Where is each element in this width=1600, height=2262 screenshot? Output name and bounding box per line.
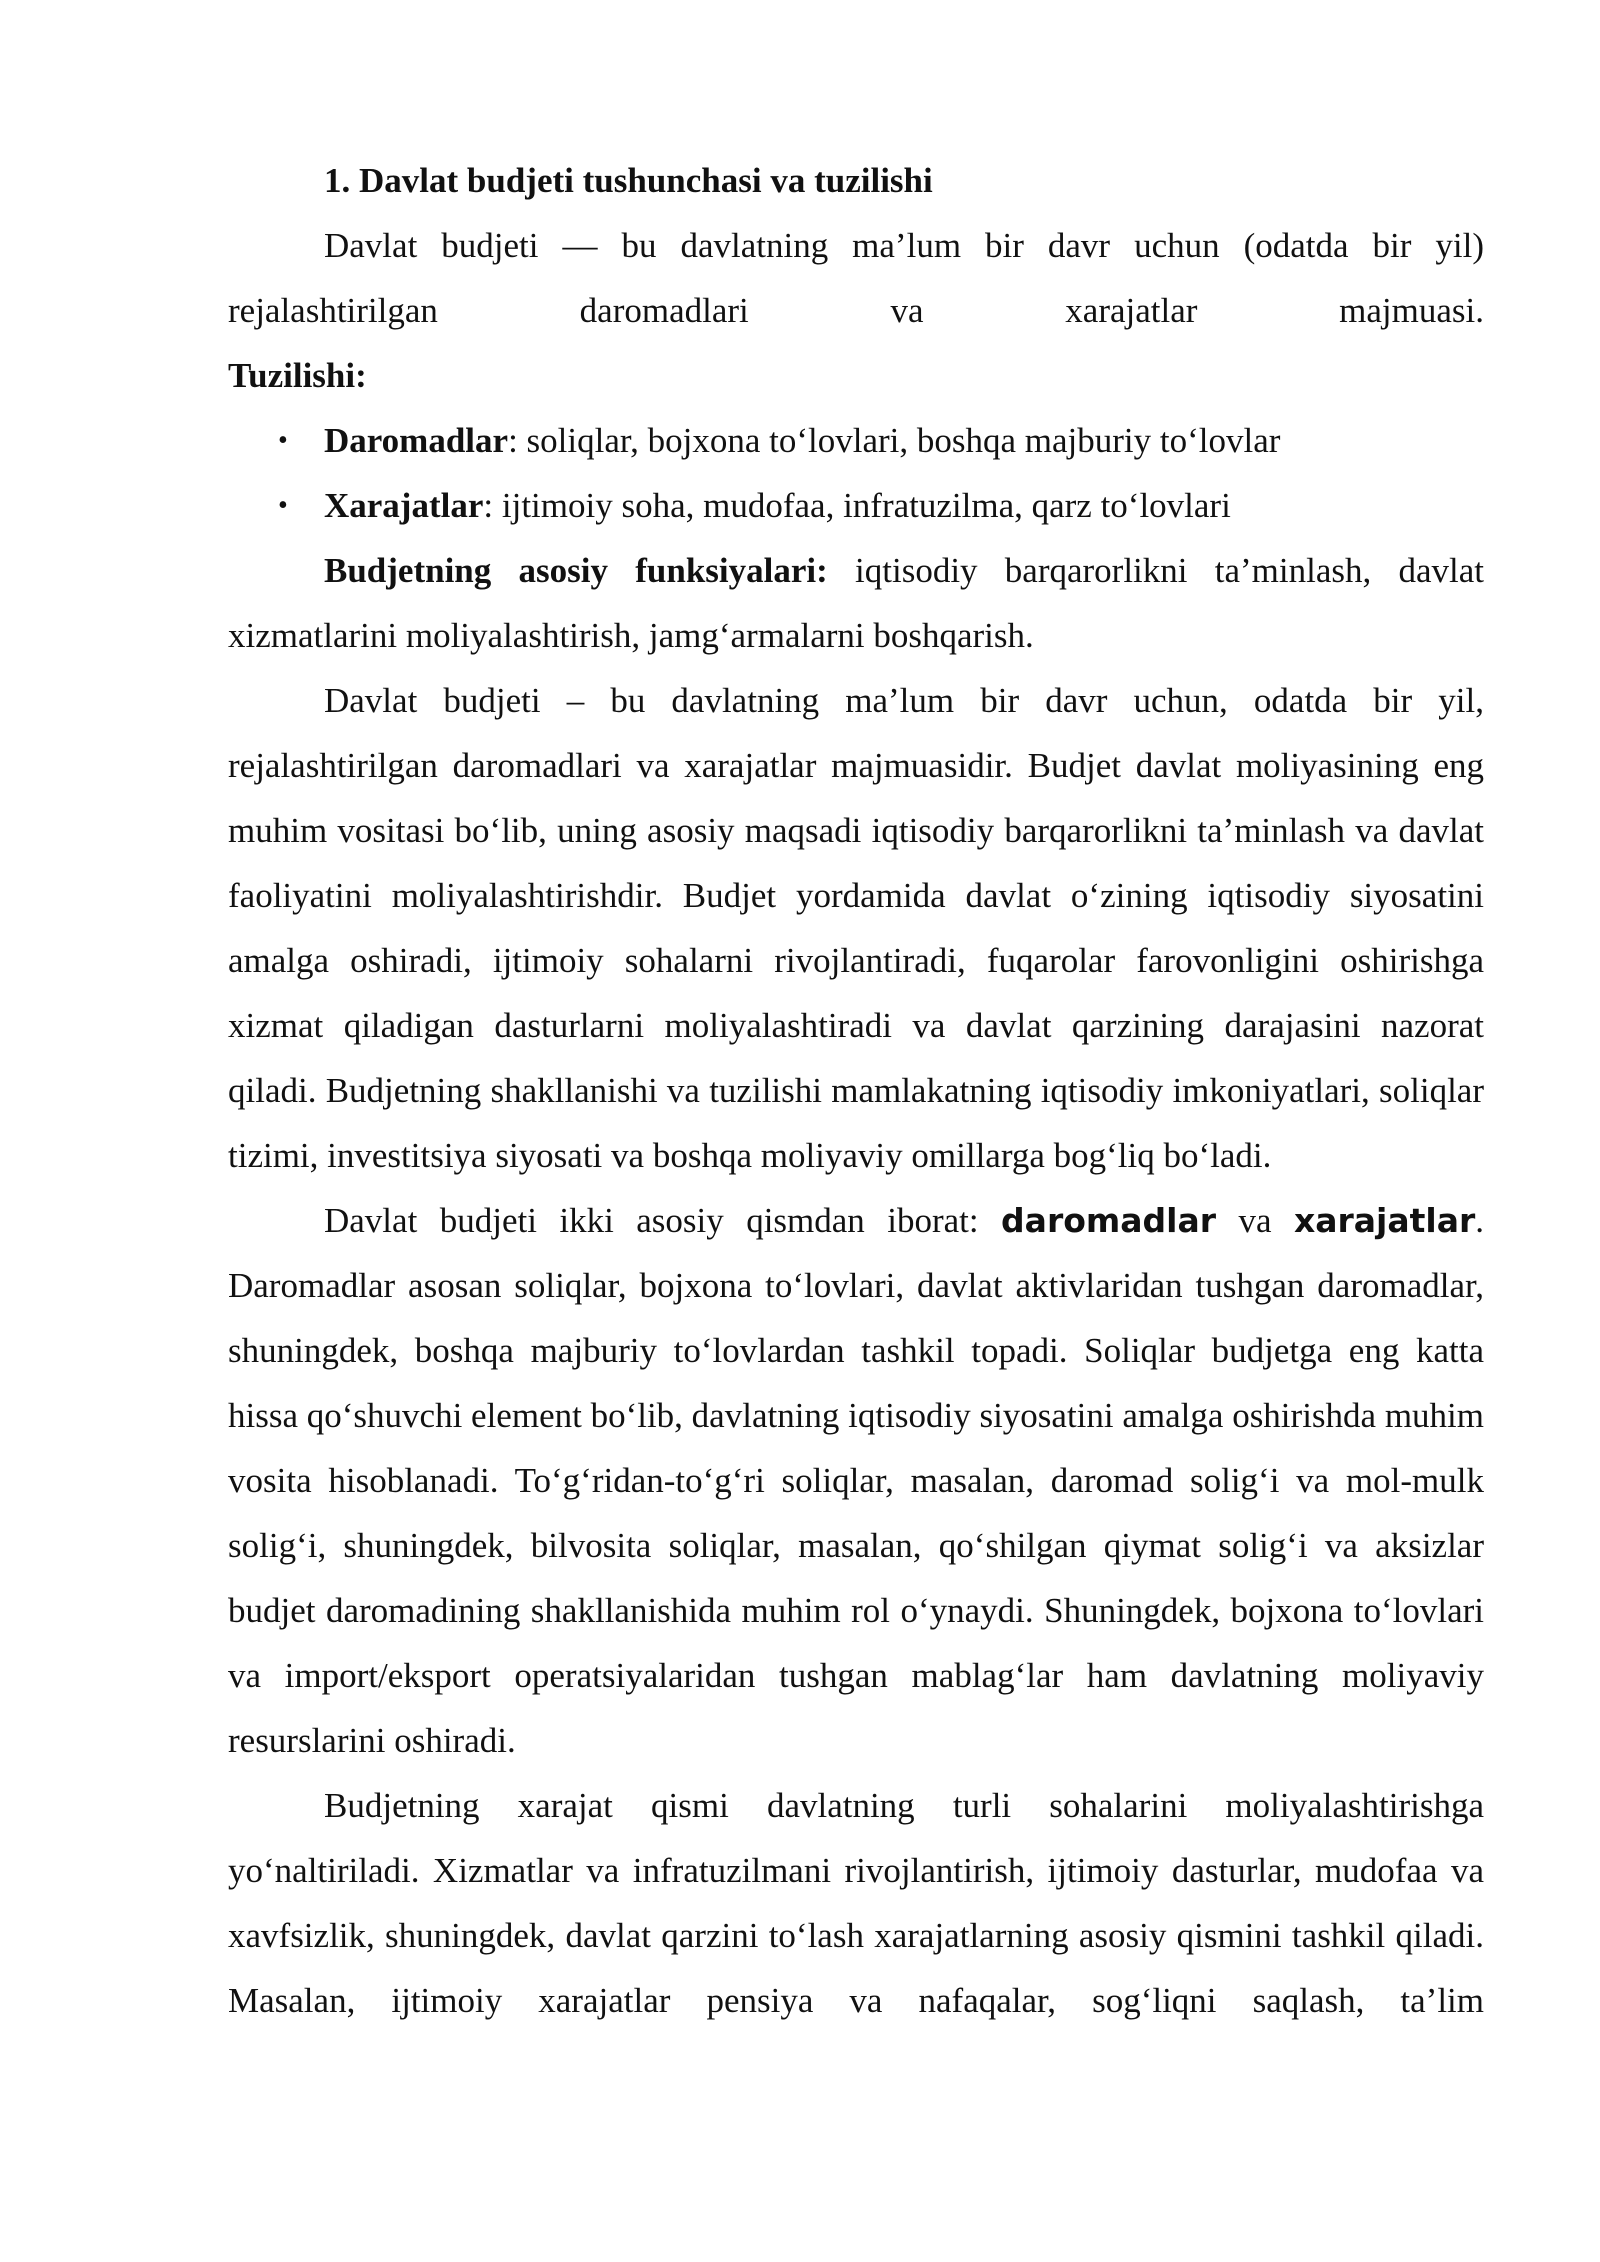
- functions-text: iqtisodiy barqarorlikni ta’minlash, davlat xizmatlarini moliyalashtirish, jamg‘armalarni boshqarish.: [228, 551, 1485, 655]
- functions-label: Budjetning asosiy funksiyalari:: [324, 551, 828, 590]
- bullet-icon: •: [278, 490, 288, 521]
- section-heading: 1. Davlat budjeti tushunchasi va tuzilishi: [324, 161, 933, 200]
- list-item-term: Xarajatlar: [324, 486, 484, 525]
- list-item: [228, 473, 1484, 538]
- bullet-icon: •: [278, 425, 288, 456]
- structure-label: Tuzilishi:: [228, 356, 367, 395]
- document-page: [228, 148, 1484, 2033]
- list-item-term: Daromadlar: [324, 421, 509, 460]
- functions-paragraph: [228, 538, 1484, 668]
- paragraph-2-lead: Davlat budjeti ikki asosiy qismdan iborat:: [324, 1201, 1002, 1240]
- paragraph-2-term-income: daromadlar: [1001, 1201, 1217, 1240]
- list-item-text: : soliqlar, bojxona to‘lovlari, boshqa majburiy to‘lovlar: [508, 421, 1281, 460]
- definition-paragraph: [228, 213, 1484, 343]
- structure-list: [228, 408, 1484, 538]
- body-paragraph-2: [228, 1188, 1484, 1773]
- list-item: [228, 408, 1484, 473]
- list-item-text: : ijtimoiy soha, mudofaa, infratuzilma, qarz to‘lovlari: [483, 486, 1231, 525]
- definition-text: Davlat budjeti — bu davlatning ma’lum bir davr uchun (odatda bir yil) rejalashtirilgan daromadlari va xarajatlar majmuasi.: [228, 226, 1484, 330]
- paragraph-2-conj: va: [1216, 1201, 1294, 1240]
- paragraph-2-term-expense: xarajatlar: [1293, 1201, 1476, 1240]
- body-paragraph-1: Davlat budjeti – bu davlatning ma’lum bir davr uchun, odatda bir yil, rejalashtirilgan daromadlari va xarajatlar majmuasidir. Budjet davlat moliyasining eng muhim vositasi bo‘lib, uning asosiy maqsadi iqtisodiy barqarorlikni ta’minlash va davlat faoliyatini moliyalashtirishdir. Budjet yordamida davlat o‘zining iqtisodiy siyosatini amalga oshiradi, ijtimoiy sohalarni rivojlantiradi, fuqarolar farovonligini oshirishga xizmat qiladigan dasturlarni moliyalashtiradi va davlat qarzining darajasini nazorat qiladi. Budjetning shakllanishi va tuzilishi mamlakatning iqtisodiy imkoniyatlari, soliqlar tizimi, investitsiya siyosati va boshqa moliyaviy omillarga bog‘liq bo‘ladi.: [228, 681, 1484, 1175]
- paragraph-2-rest: . Daromadlar asosan soliqlar, bojxona to‘lovlari, davlat aktivlaridan tushgan daromadlar, shuningdek, boshqa majburiy to‘lovlardan tashkil topadi. Soliqlar budjetga eng katta hissa qo‘shuvchi element bo‘lib, davlatning iqtisodiy siyosatini amalga oshirishda muhim vosita hisoblanadi. To‘g‘ridan-to‘g‘ri soliqlar, masalan, daromad solig‘i va mol-mulk solig‘i, shuningdek, bilvosita soliqlar, masalan, qo‘shilgan qiymat solig‘i va aksizlar budjet daromadining shakllanishida muhim rol o‘ynaydi. Shuningdek, bojxona to‘lovlari va import/eksport operatsiyalaridan tushgan mablag‘lar ham davlatning moliyaviy resurslarini oshiradi.: [228, 1201, 1484, 1760]
- body-paragraph-3: Budjetning xarajat qismi davlatning turli sohalarini moliyalashtirishga yo‘naltiriladi. Xizmatlar va infratuzilmani rivojlantirish, ijtimoiy dasturlar, mudofaa va xavfsizlik, shuningdek, davlat qarzini to‘lash xarajatlarning asosiy qismini tashkil qiladi. Masalan, ijtimoiy xarajatlar pensiya va nafaqalar, sog‘liqni saqlash, ta’lim: [228, 1786, 1484, 2020]
